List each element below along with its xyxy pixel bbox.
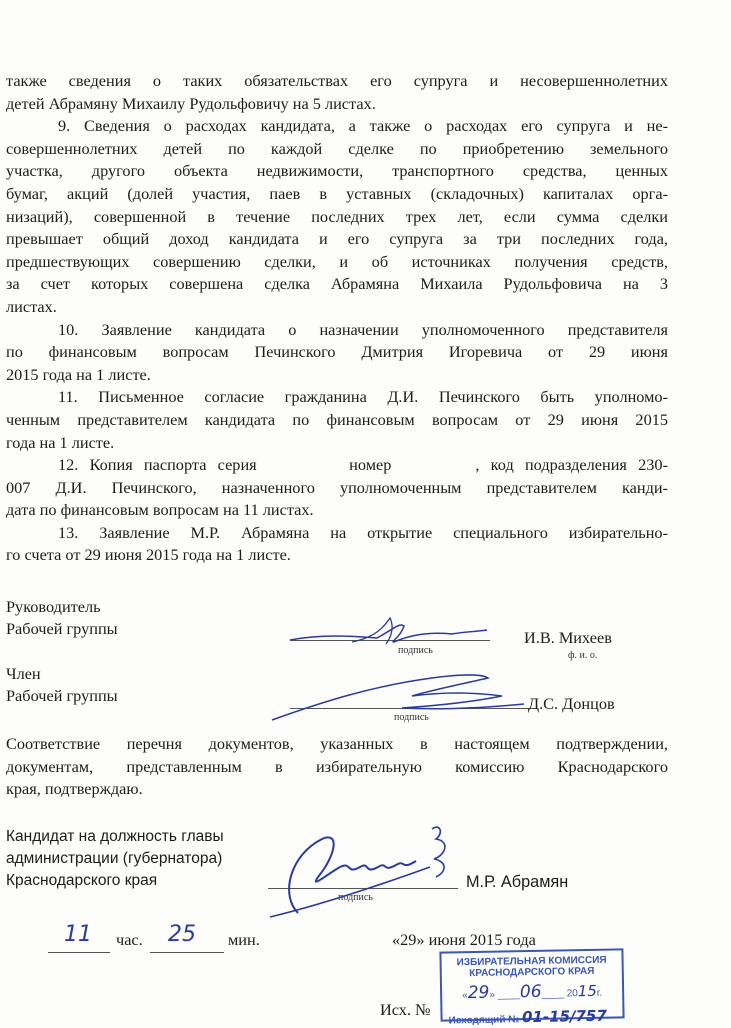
candidate-role-line1: Кандидат на должность главы [6, 828, 224, 845]
minutes-handwritten: 25 [168, 922, 196, 947]
text-line: 007 Д.И. Печинского, назначенного уполномоченным представителем канди- [6, 477, 668, 497]
stamp-line2: КРАСНОДАРСКОГО КРАЯ [469, 965, 595, 980]
head-role [6, 596, 118, 640]
stamp-number [442, 1006, 622, 1027]
candidate-signature [260, 815, 460, 925]
hours-handwritten: 11 [64, 922, 92, 947]
confirmation-text [6, 733, 668, 801]
redacted-number [391, 456, 475, 472]
text-line: Соответствие перечня документов, указанных в настоящем подтверждении, [6, 734, 668, 753]
passport-series-label: 12. Копия паспорта серия [58, 455, 257, 475]
text-line: го счета от 29 июня 2015 года на 1 листе. [6, 545, 291, 565]
text-line: совершеннолетних детей по каждой сделке по приобретению земельного [6, 138, 668, 158]
member-role-line1: Член [6, 664, 41, 683]
text-line: 11. Письменное согласие гражданина Д.И. Печинского быть уполномо- [58, 387, 668, 407]
hours-line [48, 952, 110, 953]
text-line: превышает общий доход кандидата и его супруга за три последних года, [6, 229, 668, 249]
minutes-label: мин. [228, 930, 260, 949]
text-line: низаций), совершенной в течение последних трех лет, если сумма сделки [6, 206, 668, 226]
text-line: 2015 года на 1 листе. [6, 364, 151, 384]
member-name: Д.С. Донцов [528, 694, 615, 713]
stamp-number-label: Исходящий № [448, 1014, 520, 1027]
outgoing-label: Исх. № [380, 1000, 431, 1019]
text-line: 10. Заявление кандидата о назначении уполномоченного представителя [58, 319, 668, 339]
stamp-day: 29 [467, 982, 490, 1004]
minutes-line [150, 952, 224, 953]
text-line: бумаг, акций (долей участия, паев в уставных (складочных) капиталах орга- [6, 183, 668, 203]
stamp-year: 15 [577, 981, 598, 1001]
list-item-10 [6, 319, 668, 387]
head-signature [282, 612, 492, 652]
signature-caption: подпись [398, 645, 433, 656]
list-item-9 [6, 115, 668, 318]
text-line: по финансовым вопросам Печинского Дмитрия Игоревича от 29 июня [6, 342, 668, 362]
stamp-line1: ИЗБИРАТЕЛЬНАЯ КОМИССИЯ [456, 954, 607, 969]
head-role-line1: Руководитель [6, 597, 101, 616]
list-item-13 [6, 522, 668, 567]
candidate-role-line3: Краснодарского края [6, 872, 158, 889]
head-name: И.В. Михеев [524, 628, 612, 647]
text-line: за счет которых совершена сделка Абрамяна Михаила Рудольфовича на 3 [6, 274, 668, 294]
stamp-date: «29» ____06____ 2015г. [462, 981, 603, 1004]
documents-list [6, 70, 668, 567]
text-line: года на 1 листе. [6, 432, 115, 452]
list-item-11 [6, 386, 668, 454]
text-line: листах. [6, 296, 57, 316]
text-line [6, 454, 668, 477]
signature-caption: подпись [394, 712, 429, 723]
text-line: края, подтверждаю. [6, 779, 143, 799]
fio-caption: ф. и. о. [568, 650, 598, 661]
text-line: документам, представленным в избирательную комиссию Краснодарского [6, 756, 668, 776]
signature-caption: подпись [338, 892, 373, 903]
candidate-role [6, 826, 224, 892]
stamp-number-value: 01-15/757 [521, 1006, 608, 1027]
text-line: дата по финансовым вопросам на 11 листах. [6, 500, 314, 520]
candidate-name: М.Р. Абрамян [466, 873, 569, 891]
passport-number-label: номер [349, 455, 392, 475]
text-line: участка, другого объекта недвижимости, транспортного средства, ценных [6, 161, 668, 181]
member-role-line2: Рабочей группы [6, 686, 118, 705]
stamp-year-suffix: г. [596, 987, 603, 999]
list-item-continuation [6, 70, 668, 115]
text-line: 13. Заявление М.Р. Абрамяна на открытие специального избирательно- [58, 522, 668, 542]
division-code-text: , код подразделения 230- [475, 455, 668, 475]
member-signature [262, 662, 532, 732]
redacted-series [268, 456, 338, 472]
text-line: 9. Сведения о расходах кандидата, а также о расходах его супруга и не- [58, 116, 668, 136]
text-line: также сведения о таких обязательствах его супруга и несовершеннолетних [6, 71, 668, 90]
head-role-line2: Рабочей группы [6, 619, 118, 638]
stamp-month: 06 [519, 981, 542, 1003]
date-text: «29» июня 2015 года [392, 930, 536, 949]
candidate-role-line2: администрации (губернатора) [6, 850, 223, 867]
member-role [6, 663, 118, 707]
text-line: ченным представителем кандидата по финансовым вопросам от 29 июня 2015 [6, 409, 668, 429]
hours-label: час. [116, 930, 143, 949]
text-line: детей Абрамяну Михаилу Рудольфовичу на 5 листах. [6, 93, 376, 113]
text-line: предшествующих совершению сделки, и об источниках получения средств, [6, 251, 668, 271]
commission-stamp [439, 948, 624, 1027]
list-item-12 [6, 454, 668, 522]
